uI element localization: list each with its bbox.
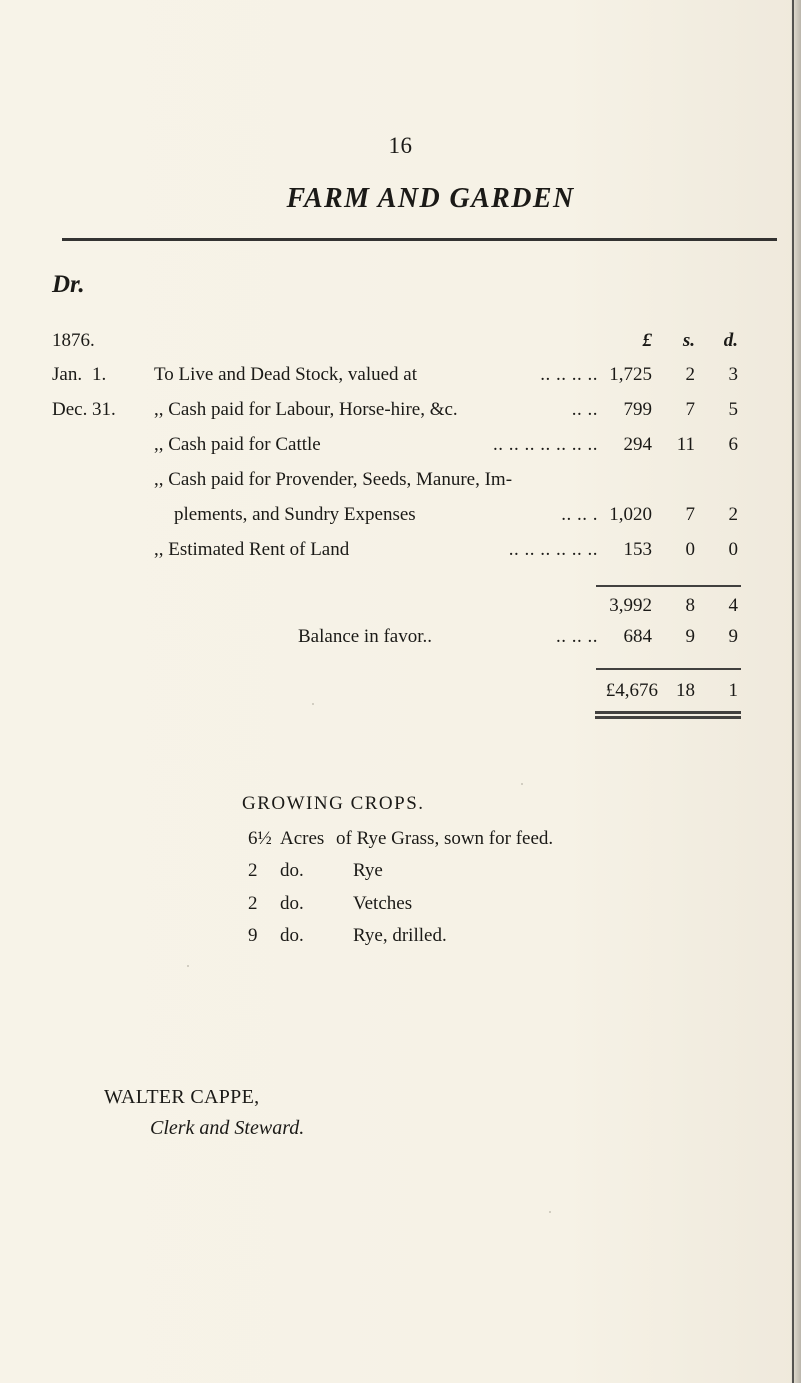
entry-description-text: ,, Cash paid for Labour, Horse-hire, &c. xyxy=(154,399,458,420)
total-bottom-rule xyxy=(595,711,741,714)
dot-leader: .. .. . xyxy=(561,504,598,525)
crop-quantity: 2 xyxy=(248,893,258,914)
print-speck xyxy=(521,783,523,785)
entry-day: 1. xyxy=(92,364,107,385)
subtotal-pence: 4 xyxy=(728,595,738,616)
balance-shillings: 9 xyxy=(685,626,695,647)
entry-day: 31. xyxy=(92,399,116,420)
crop-description: Rye xyxy=(353,860,383,881)
entry-pence: 5 xyxy=(728,399,738,420)
crop-unit: do. xyxy=(280,925,304,946)
entry-month: Dec. xyxy=(52,399,88,420)
crop-quantity: 6½ xyxy=(248,828,272,849)
entry-pounds: 294 xyxy=(623,434,652,455)
entry-description xyxy=(154,469,654,491)
total-double-rule xyxy=(595,716,741,719)
entry-pounds: 1,020 xyxy=(609,504,652,525)
balance-pounds: 684 xyxy=(623,626,652,647)
crop-unit: do. xyxy=(280,893,304,914)
dot-leader: .. .. .. .. xyxy=(540,364,598,385)
pence-column-header: d. xyxy=(723,330,738,351)
dot-leader: .. .. .. xyxy=(556,626,598,647)
pound-column-header: £ xyxy=(642,330,652,351)
crop-description: Vetches xyxy=(353,893,413,914)
entry-description-text: ,, Cash paid for Cattle xyxy=(154,434,321,455)
total-pounds: £4,676 xyxy=(605,680,658,701)
signatory-name: WALTER CAPPE, xyxy=(104,1086,260,1108)
balance-label-group xyxy=(298,626,598,648)
header-rule xyxy=(62,238,777,241)
dot-leader: .. .. xyxy=(571,399,598,420)
entry-pence: 3 xyxy=(728,364,738,385)
entry-pounds: 1,725 xyxy=(609,364,652,385)
entry-pounds: 153 xyxy=(623,539,652,560)
dot-leader: .. .. .. .. .. .. .. xyxy=(493,434,598,455)
total-pence: 1 xyxy=(728,680,738,701)
entry-pence: 6 xyxy=(728,434,738,455)
page-number: 16 xyxy=(388,133,413,158)
entry-description-text: To Live and Dead Stock, valued at xyxy=(154,364,418,385)
growing-crops-heading: GROWING CROPS. xyxy=(242,793,425,814)
signatory-role: Clerk and Steward. xyxy=(150,1117,305,1139)
print-speck xyxy=(312,703,314,705)
balance-pence: 9 xyxy=(728,626,738,647)
crop-description: of Rye Grass, sown for feed. xyxy=(336,828,554,849)
entry-shillings: 11 xyxy=(676,434,695,455)
entry-description-text: ,, Estimated Rent of Land xyxy=(154,539,350,560)
dot-leader: .. .. .. .. .. .. xyxy=(508,539,598,560)
entry-shillings: 2 xyxy=(685,364,695,385)
crop-unit: Acres xyxy=(280,828,325,849)
balance-label: Balance in favor.. xyxy=(298,626,433,647)
entry-shillings: 0 xyxy=(685,539,695,560)
entry-pence: 0 xyxy=(728,539,738,560)
crop-unit: do. xyxy=(280,860,304,881)
entry-description xyxy=(154,364,598,386)
entry-shillings: 7 xyxy=(685,399,695,420)
crop-description: Rye, drilled. xyxy=(353,925,447,946)
subtotal-shillings: 8 xyxy=(685,595,695,616)
subtotal-rule xyxy=(596,585,741,587)
entry-pence: 2 xyxy=(728,504,738,525)
shilling-column-header: s. xyxy=(682,330,695,351)
entry-shillings: 7 xyxy=(685,504,695,525)
entry-description xyxy=(154,539,598,561)
print-speck xyxy=(549,1211,551,1213)
entry-description-text: plements, and Sundry Expenses xyxy=(174,504,416,525)
entry-description xyxy=(154,399,598,421)
entry-description xyxy=(154,434,598,456)
section-title: FARM AND GARDEN xyxy=(286,183,575,214)
entry-description-text: ,, Cash paid for Provender, Seeds, Manure, Im- xyxy=(154,469,513,490)
print-speck xyxy=(187,965,189,967)
entry-month: Jan. xyxy=(52,364,83,385)
crop-quantity: 9 xyxy=(248,925,258,946)
entry-description xyxy=(174,504,598,526)
subtotal-pounds: 3,992 xyxy=(609,595,652,616)
crop-quantity: 2 xyxy=(248,860,258,881)
account-year: 1876. xyxy=(52,330,95,351)
total-top-rule xyxy=(596,668,741,670)
entry-pounds: 799 xyxy=(623,399,652,420)
debit-side-label: Dr. xyxy=(52,271,85,298)
total-shillings: 18 xyxy=(676,680,695,701)
